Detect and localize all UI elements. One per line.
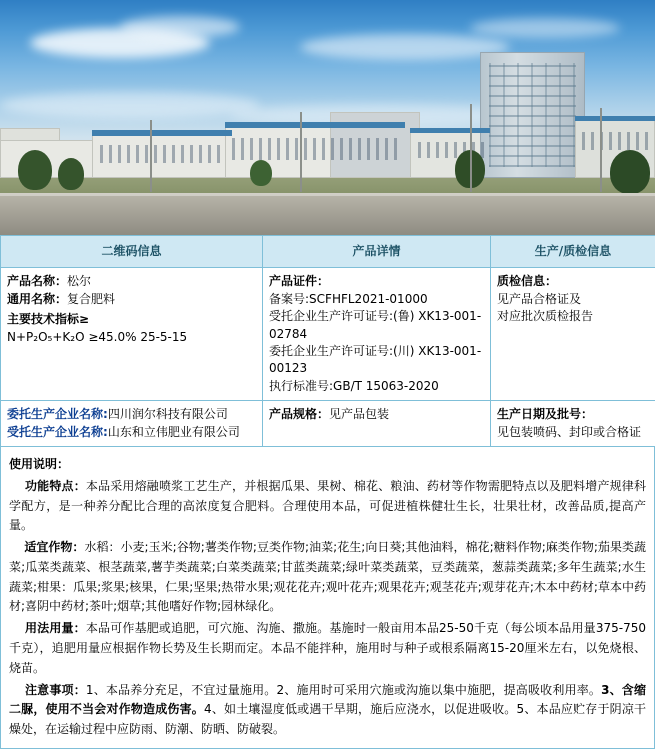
cell-product-spec: [263, 401, 491, 447]
product-spec-line: [269, 406, 484, 423]
tree: [250, 160, 272, 186]
header-production-qc: 生产/质检信息: [491, 236, 655, 268]
production-date-value: 见包装喷码、封印或合格证: [497, 424, 649, 441]
spec-value: N+P₂O₅+K₂O ≥45.0% 25-5-15: [7, 329, 256, 346]
dosage-paragraph: [9, 619, 646, 678]
cloud: [470, 18, 620, 38]
table-row: [1, 401, 655, 447]
product-info-table: [0, 235, 655, 447]
cell-qc-info: [491, 268, 655, 401]
cloud: [0, 92, 260, 118]
windows: [582, 132, 648, 150]
qc-line: 对应批次质检报告: [497, 308, 649, 325]
lamp-post: [470, 104, 472, 192]
generic-name-value: 复合肥料: [67, 292, 115, 306]
certificate-line: 执行标准号:GB/T 15063-2020: [269, 378, 484, 395]
cell-product-names: [1, 268, 263, 401]
dosage-text: 本品可作基肥或追肥，可穴施、沟施、撒施。基施时一般亩用本品25-50千克（每公顷本品用量375-750千克），追肥用量应根据作物长势及生长期而定。本品不能拌种，施用时与种子或根系隔离15-20厘米左右，以免烧根、烧苗。: [9, 621, 646, 675]
feature-text: 本品采用熔融喷浆工艺生产，并根据瓜果、果树、棉花、粮油、药材等作物需肥特点以及肥料增产规律科学配方，是一种养分配比合理的高浓度复合肥料。合理使用本品，可促进植株健壮生长，壮果壮材，改善品质,提高产量。: [9, 479, 646, 533]
feature-label: 功能特点：: [25, 479, 86, 493]
cell-product-certificates: [263, 268, 491, 401]
trustee-company-value: 山东和立伟肥业有限公司: [108, 425, 240, 439]
crops-text: 水稻：小麦;玉米;谷物;薯类作物;豆类作物;油菜;花生;向日葵;其他油料，棉花;糖料作物;麻类作物;茄果类蔬菜;瓜菜类蔬菜、根茎蔬菜,薯芋类蔬菜;白菜类蔬菜;甘蓝类蔬菜;绿叶菜类蔬菜，豆类蔬菜，葱蒜类蔬菜;多年生蔬菜;水生蔬菜;柑果：瓜果;浆果;核果，仁果;坚果;热带水果;观花花卉;观叶花卉;观果花卉;观茎花卉;观芽花卉;木本中药材;草本中药材;喜阴中药材;茶叶;烟草;其他嗜好作物;园林绿化。: [9, 540, 646, 613]
notes-paragraph: [9, 681, 646, 740]
header-product-detail: 产品详情: [263, 236, 491, 268]
factory-panorama-photo: [0, 0, 655, 235]
tree: [610, 150, 650, 194]
table-header-row: [1, 236, 655, 268]
qc-title: 质检信息：: [497, 273, 649, 290]
certificate-line: 委托企业生产许可证号:(川) XK13-001-00123: [269, 343, 484, 378]
note-3: 3、含缩二脲，使用不当会对作物造成伤害。: [9, 683, 646, 717]
road: [0, 193, 655, 235]
product-spec-value: 见产品包装: [329, 407, 389, 421]
certificate-line: 备案号:SCFHFL2021-01000: [269, 291, 484, 308]
cloud: [120, 16, 240, 38]
cloud: [300, 34, 510, 60]
lamp-post: [150, 120, 152, 192]
roof: [225, 122, 405, 128]
roof: [575, 116, 655, 121]
entrust-company-line: [7, 406, 256, 423]
trustee-company-label: 受托生产企业名称:: [7, 425, 108, 439]
product-name-line: [7, 273, 256, 290]
dosage-label: 用法用量：: [25, 621, 86, 635]
entrust-company-label: 委托生产企业名称:: [7, 407, 108, 421]
trustee-company-line: [7, 424, 256, 441]
product-spec-label: 产品规格：: [269, 407, 329, 421]
certificate-title: 产品证件：: [269, 273, 484, 290]
entrust-company-value: 四川润尔科技有限公司: [108, 407, 228, 421]
spec-label: 主要技术指标≥: [7, 311, 256, 328]
cell-companies: [1, 401, 263, 447]
tree: [18, 150, 52, 190]
note-5: 5、本品应贮存于阴凉干燥处，在运输过程中应防雨、防潮、防晒、防破裂。: [9, 702, 646, 736]
cell-production-date: [491, 401, 655, 447]
usage-instructions-section: [0, 447, 655, 749]
tree: [58, 158, 84, 190]
notes-label: 注意事项：: [25, 683, 86, 697]
production-date-title: 生产日期及批号：: [497, 406, 649, 423]
note-2: 2、施用时可采用穴施或沟施以集中施肥，提高吸收利用率。: [277, 683, 602, 697]
product-name-label: 产品名称：: [7, 274, 67, 288]
product-name-value: 松尔: [67, 274, 91, 288]
feature-paragraph: [9, 477, 646, 536]
certificate-line: 受托企业生产许可证号:(鲁) XK13-001-02784: [269, 308, 484, 343]
crops-label: 适宜作物：: [24, 540, 84, 554]
usage-title: 使用说明：: [9, 455, 646, 475]
qc-line: 见产品合格证及: [497, 291, 649, 308]
office-tower: [480, 52, 585, 178]
lamp-post: [600, 108, 602, 192]
table-row: [1, 268, 655, 401]
note-4: 4、如土壤湿度低或遇干旱期，施后应浇水，以促进吸收。: [204, 702, 517, 716]
roof: [92, 130, 232, 136]
roof: [410, 128, 490, 133]
generic-name-line: [7, 291, 256, 308]
lamp-post: [300, 112, 302, 192]
generic-name-label: 通用名称：: [7, 292, 67, 306]
header-qr-info: 二维码信息: [1, 236, 263, 268]
crops-paragraph: [9, 538, 646, 617]
windows: [100, 145, 225, 163]
note-1: 1、本品养分充足，不宜过量施用。: [86, 683, 277, 697]
windows: [232, 138, 397, 160]
